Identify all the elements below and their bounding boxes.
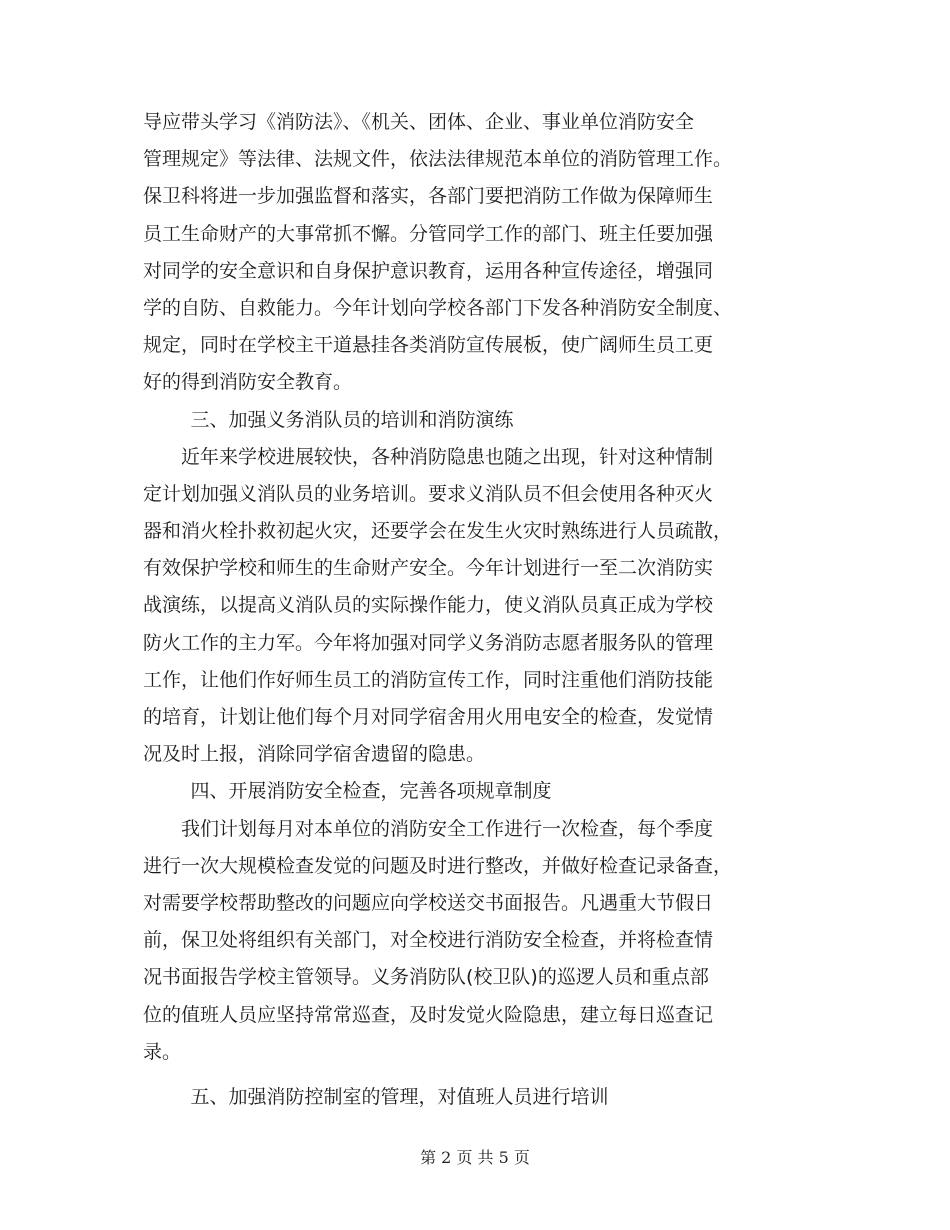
text-line: 管理规定》等法律、法规文件，依法法律规范本单位的消防管理工作。 <box>143 148 733 171</box>
text-line: 导应带头学习《消防法》、《机关、团体、企业、事业单位消防安全 <box>143 111 695 133</box>
text-line: 对同学的安全意识和自身保护意识教育，运用各种宣传途径，增强同 <box>143 259 714 282</box>
text-line: 况及时上报，消除同学宿舍遗留的隐患。 <box>143 743 486 766</box>
section-heading-5: 五、加强消防控制室的管理，对值班人员进行培训 <box>190 1085 609 1108</box>
section-heading-4: 四、开展消防安全检查，完善各项规章制度 <box>190 780 552 803</box>
text-line: 前，保卫处将组织有关部门，对全校进行消防安全检查，并将检查情 <box>143 929 714 952</box>
text-line: 器和消火栓扑救初起火灾，还要学会在发生火灾时熟练进行人员疏散， <box>143 520 733 543</box>
paragraph-volunteer-training <box>143 439 808 774</box>
document-body <box>143 104 808 1116</box>
text-line: 的培育，计划让他们每个月对同学宿舍用火用电安全的检查，发觉情 <box>143 706 714 728</box>
paragraph-fire-law-study <box>143 104 808 402</box>
text-line: 对需要学校帮助整改的问题应向学校送交书面报告。凡遇重大节假日 <box>143 891 714 914</box>
text-line: 进行一次大规模检查发觉的问题及时进行整改，并做好检查记录备查， <box>143 854 733 877</box>
text-line: 学的自防、自救能力。今年计划向学校各部门下发各种消防安全制度、 <box>143 296 733 319</box>
text-line: 况书面报告学校主管领导。义务消防队(校卫队)的巡逻人员和重点部 <box>143 966 709 989</box>
text-line: 员工生命财产的大事常抓不懈。分管同学工作的部门、班主任要加强 <box>143 222 714 245</box>
page-number-footer: 第 2 页 共 5 页 <box>420 1148 530 1167</box>
paragraph-safety-inspection <box>143 811 808 1071</box>
text-line: 好的得到消防安全教育。 <box>143 371 353 394</box>
text-line: 战演练，以提高义消队员的实际操作能力，使义消队员真正成为学校 <box>143 594 714 617</box>
text-line: 有效保护学校和师生的生命财产安全。今年计划进行一至二次消防实 <box>143 557 714 580</box>
text-line: 保卫科将进一步加强监督和落实，各部门要把消防工作做为保障师生 <box>143 185 714 208</box>
section-heading-3: 三、加强义务消队员的培训和消防演练 <box>190 408 514 431</box>
text-line: 规定，同时在学校主干道悬挂各类消防宣传展板，使广阔师生员工更 <box>143 334 714 357</box>
text-line: 近年来学校进展较快，各种消防隐患也随之出现，针对这种情制 <box>181 445 714 468</box>
text-line: 位的值班人员应坚持常常巡查，及时发觉火险隐患，建立每日巡查记 <box>143 1003 714 1026</box>
text-line: 工作，让他们作好师生员工的消防宣传工作，同时注重他们消防技能 <box>143 668 714 691</box>
text-line: 定计划加强义消队员的业务培训。要求义消队员不但会使用各种灭火 <box>143 482 714 505</box>
text-line: 我们计划每月对本单位的消防安全工作进行一次检查，每个季度 <box>181 817 714 840</box>
text-line: 防火工作的主力军。今年将加强对同学义务消防志愿者服务队的管理 <box>143 631 714 654</box>
text-line: 录。 <box>143 1040 182 1063</box>
